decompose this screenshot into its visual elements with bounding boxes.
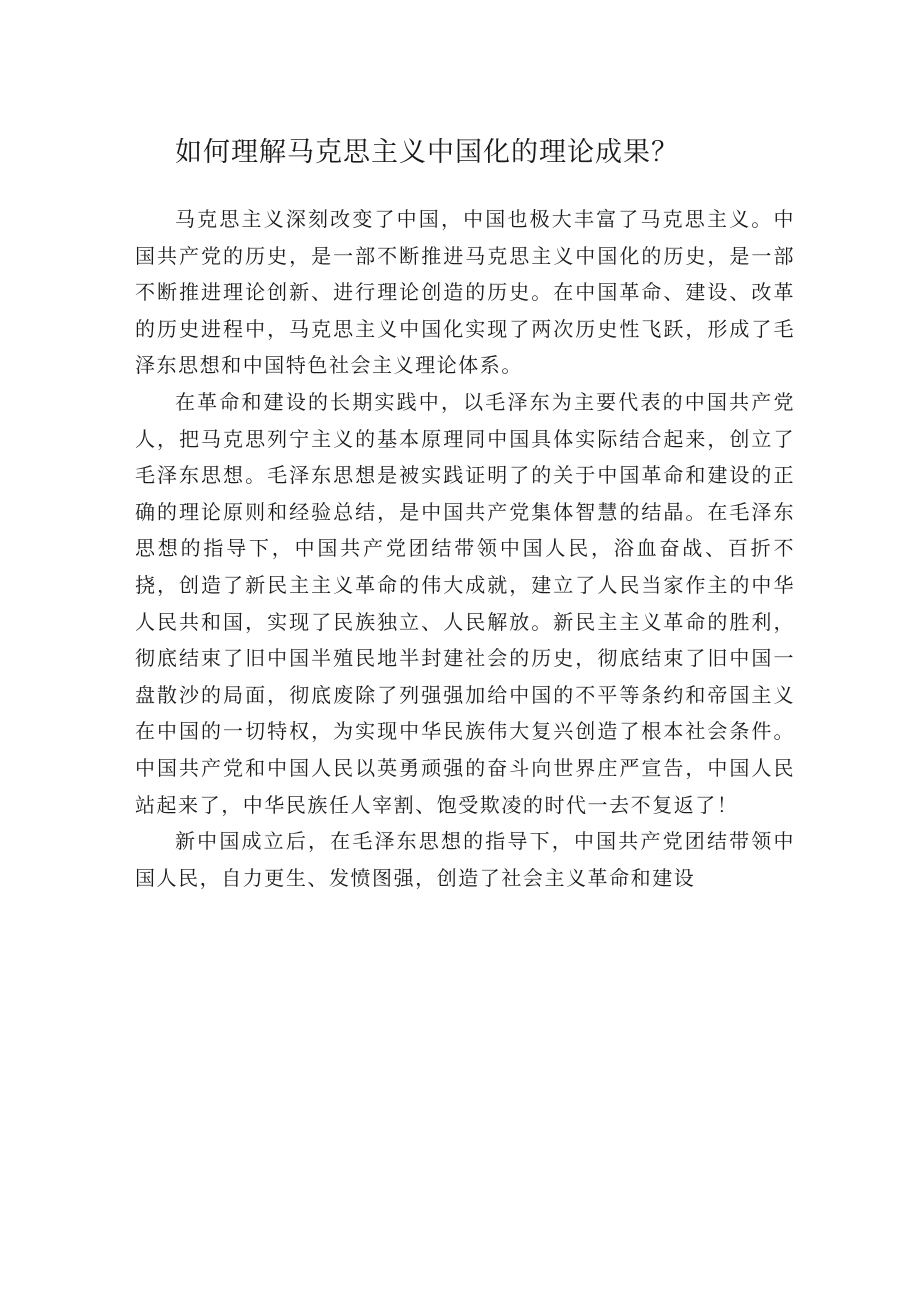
document-title: 如何理解马克思主义中国化的理论成果？: [175, 137, 679, 168]
paragraph-2: 在革命和建设的长期实践中，以毛泽东为主要代表的中国共产党人，把马克思列宁主义的基本原理同中国具体实际结合起来，创立了毛泽东思想。毛泽东思想是被实践证明了的关于中国革命和建设的正确的理论原则和经验总结，是中国共产党集体智慧的结晶。在毛泽东思想的指导下，中国共产党团结带领中国人民，浴血奋战、百折不挠，创造了新民主主义革命的伟大成就，建立了人民当家作主的中华人民共和国，实现了民族独立、人民解放。新民主主义革命的胜利，彻底结束了旧中国半殖民地半封建社会的历史，彻底结束了旧中国一盘散沙的局面，彻底废除了列强强加给中国的不平等条约和帝国主义在中国的一切特权，为实现中华民族伟大复兴创造了根本社会条件。中国共产党和中国人民以英勇顽强的奋斗向世界庄严宣告，中国人民站起来了，中华民族任人宰割、饱受欺凌的时代一去不复返了！: [135, 389, 795, 817]
paragraph-1: 马克思主义深刻改变了中国，中国也极大丰富了马克思主义。中国共产党的历史，是一部不断推进马克思主义中国化的历史，是一部不断推进理论创新、进行理论创造的历史。在中国革命、建设、改革的历史进程中，马克思主义中国化实现了两次历史性飞跃，形成了毛泽东思想和中国特色社会主义理论体系。: [135, 207, 795, 378]
document-body: [135, 201, 795, 896]
paragraph-3: 新中国成立后，在毛泽东思想的指导下，中国共产党团结带领中国人民，自力更生、发愤图强，创造了社会主义革命和建设: [135, 829, 795, 890]
